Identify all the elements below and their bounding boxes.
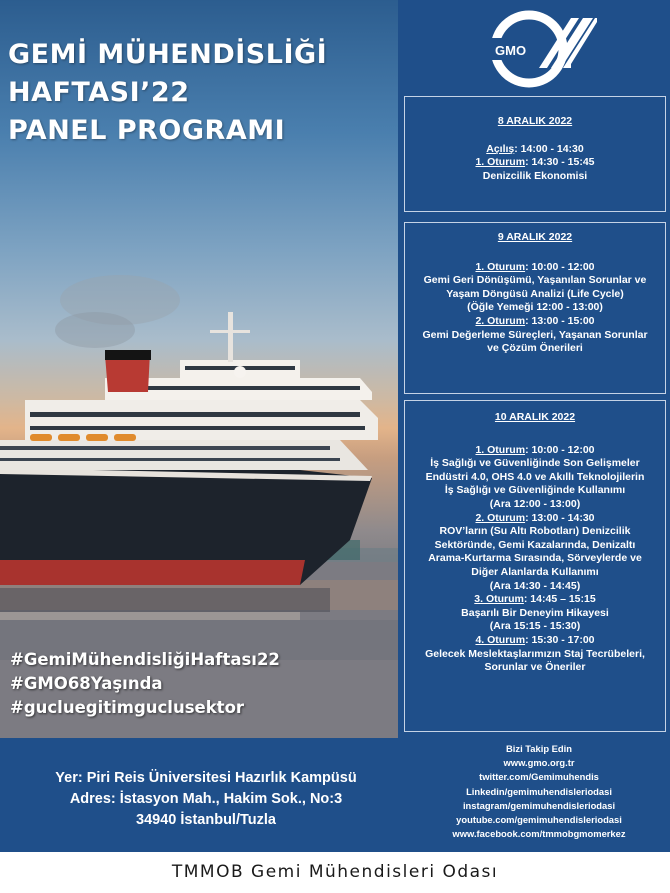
address-line: 34940 İstanbul/Tuzla	[136, 812, 276, 828]
session-topic: ROV’ların (Su Altı Robotları) Denizcilik	[439, 525, 631, 538]
footer-info	[0, 738, 670, 852]
session-topic: Sektöründe, Gemi Kazalarında, Denizaltı	[434, 538, 636, 551]
page-title	[8, 36, 388, 150]
session-line	[409, 512, 661, 526]
break-line: (Ara 12:00 - 13:00)	[489, 497, 581, 510]
session-topic: Gelecek Meslektaşlarımızın Staj Tecrübeleri,	[425, 647, 645, 660]
break-line: (Ara 15:15 - 15:30)	[489, 620, 581, 633]
gmo-logo-icon	[471, 8, 597, 90]
session-label: Açılış	[486, 142, 515, 155]
schedule-day-3	[404, 400, 666, 732]
session-label: 4. Oturum	[475, 633, 526, 646]
session-time: : 14:30 - 15:45	[525, 156, 595, 169]
session-time: : 10:00 - 12:00	[525, 260, 595, 273]
social-link-facebook[interactable]: www.facebook.com/tmmobgmomerkez	[452, 828, 626, 840]
session-topic: İş Sağlığı ve Güvenliğinde Kullanımı	[444, 484, 626, 497]
hashtag-list	[10, 648, 395, 720]
schedule-day-2	[404, 222, 666, 394]
social-heading: Bizi Takip Edin	[506, 743, 572, 754]
social-links	[408, 742, 670, 841]
break-line: (Öğle Yemeği 12:00 - 13:00)	[467, 301, 603, 314]
session-label: 2. Oturum	[475, 314, 526, 327]
session-label: 3. Oturum	[474, 593, 524, 606]
session-topic: Gemi Değerleme Süreçleri, Yaşanan Sorunlar	[422, 328, 648, 341]
venue-address	[26, 768, 386, 831]
organization-name: TMMOB Gemi Mühendisleri Odası	[0, 852, 670, 893]
session-time: : 13:00 - 15:00	[525, 314, 595, 327]
session-line	[409, 261, 661, 275]
day-date: 9 ARALIK 2022	[497, 231, 573, 243]
session-line	[409, 143, 661, 157]
session-topic: Arama-Kurtarma Sırasında, Sörveylerde ve	[428, 552, 642, 565]
cover-photo	[0, 0, 398, 738]
schedule-day-1	[404, 96, 666, 212]
address-line: Adres: İstasyon Mah., Hakim Sok., No:3	[69, 791, 343, 807]
session-topic: Gemi Geri Dönüşümü, Yaşanılan Sorunlar ve	[423, 274, 647, 287]
session-line	[409, 444, 661, 458]
session-time: : 13:00 - 14:30	[525, 511, 595, 524]
session-topic: İş Sağlığı ve Güvenliğinde Son Gelişmeler	[430, 457, 640, 470]
session-line	[409, 634, 661, 648]
address-line: Yer: Piri Reis Üniversitesi Hazırlık Kampüsü	[55, 770, 357, 786]
session-label: 2. Oturum	[475, 511, 526, 524]
program-panel	[398, 0, 670, 738]
social-link-linkedin[interactable]: Linkedin/gemimuhendisleriodasi	[466, 785, 612, 797]
day-date: 10 ARALIK 2022	[494, 411, 576, 423]
title-line-2: HAFTASI’22	[8, 77, 190, 108]
session-topic: ve Çözüm Önerileri	[487, 342, 583, 355]
session-time: : 14:45 – 15:15	[523, 593, 596, 606]
hashtag: #gucluegitimguclusektor	[10, 698, 245, 717]
title-line-3: PANEL PROGRAMI	[8, 115, 286, 146]
social-link-instagram[interactable]: instagram/gemimuhendisleriodasi	[462, 799, 616, 811]
session-time: : 15:30 - 17:00	[525, 633, 595, 646]
hashtag: #GMO68Yaşında	[10, 674, 163, 693]
session-topic: Sorunlar ve Öneriler	[484, 661, 586, 674]
session-label: 1. Oturum	[475, 156, 526, 169]
session-topic: Endüstri 4.0, OHS 4.0 ve Akıllı Teknolojilerin	[425, 470, 645, 483]
social-link-youtube[interactable]: youtube.com/gemimuhendisleriodasi	[456, 814, 622, 826]
hashtag: #GemiMühendisliğiHaftası22	[10, 650, 280, 669]
session-label: 1. Oturum	[475, 260, 526, 273]
session-topic: Denizcilik Ekonomisi	[482, 169, 588, 182]
social-link-website[interactable]: www.gmo.org.tr	[503, 757, 575, 769]
title-line-1: GEMİ MÜHENDİSLİĞİ	[8, 39, 328, 70]
session-time: : 14:00 - 14:30	[514, 142, 584, 155]
break-line: (Ara 14:30 - 14:45)	[489, 579, 581, 592]
social-link-twitter[interactable]: twitter.com/Gemimuhendis	[479, 771, 599, 783]
session-topic: Yaşam Döngüsü Analizi (Life Cycle)	[446, 287, 624, 300]
session-time: : 10:00 - 12:00	[525, 443, 595, 456]
session-topic: Başarılı Bir Deneyim Hikayesi	[461, 606, 609, 619]
session-line	[409, 593, 661, 607]
session-label: 1. Oturum	[475, 443, 526, 456]
session-line	[409, 156, 661, 170]
session-line	[409, 315, 661, 329]
session-topic: Diğer Alanlarda Kullanımı	[471, 565, 599, 578]
day-date: 8 ARALIK 2022	[497, 115, 573, 127]
logo-text: GMO	[495, 43, 527, 58]
